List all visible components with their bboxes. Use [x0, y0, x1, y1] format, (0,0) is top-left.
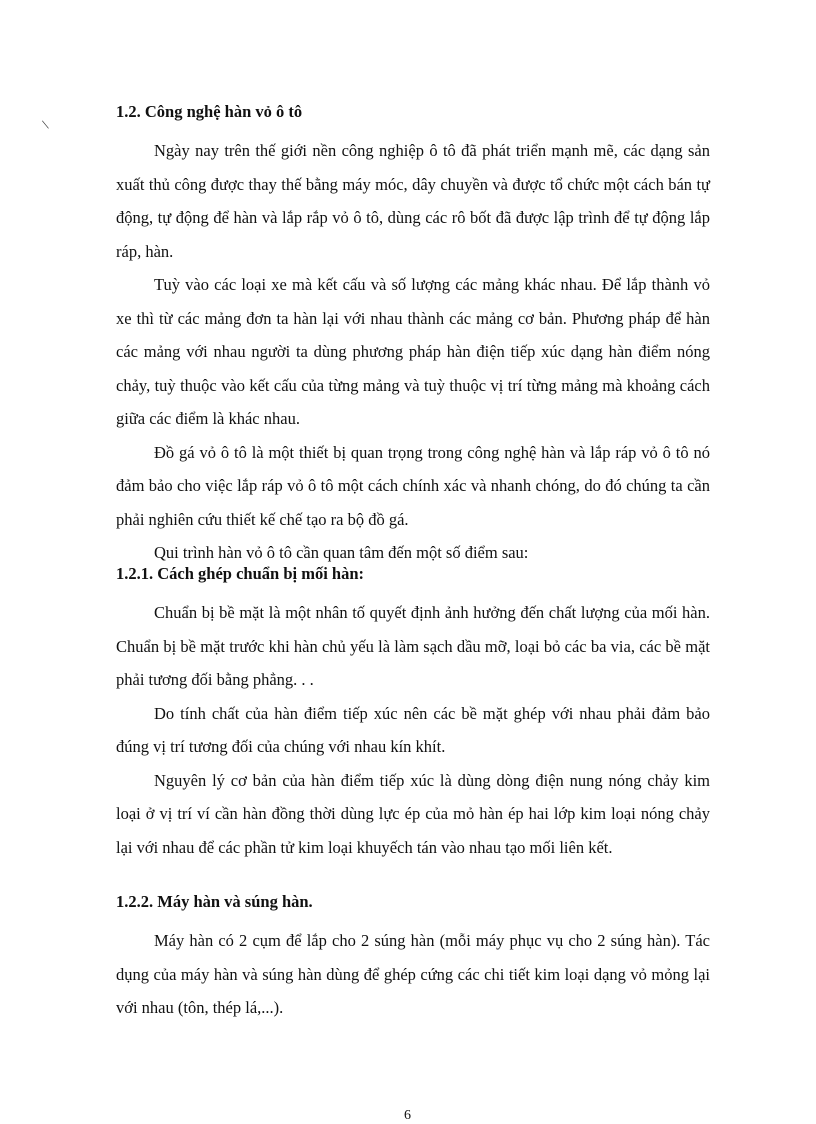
stray-mark: \: [41, 117, 51, 134]
section-heading: 1.2.1. Cách ghép chuẩn bị mối hàn:: [116, 564, 365, 583]
paragraph: Đồ gá vỏ ô tô là một thiết bị quan trọng trong công nghệ hàn và lắp ráp vỏ ô tô nó đảm bảo cho việc lắp ráp vỏ ô tô một cách chính xác và nhanh chóng, do đó chúng ta cần phải nghiên cứu thiết kế chế tạo ra bộ đồ gá.: [116, 442, 710, 529]
page-number: 6: [404, 1108, 411, 1123]
paragraph: Tuỳ vào các loại xe mà kết cấu và số lượng các mảng khác nhau. Để lắp thành vỏ xe thì từ các mảng đơn ta hàn lại với nhau thành các mảng cơ bản. Phương pháp để hàn các mảng với nhau người ta dùng phương pháp hàn điện tiếp xúc dạng hàn điểm nóng chảy, tuỳ thuộc vào kết cấu của từng mảng và tuỳ thuộc vị trí từng mảng mà khoảng cách giữa các điểm là khác nhau.: [116, 275, 710, 428]
section-1-2-1: [116, 564, 710, 864]
paragraph: Máy hàn có 2 cụm để lắp cho 2 súng hàn (mỗi máy phục vụ cho 2 súng hàn). Tác dụng của máy hàn và súng hàn dùng để ghép cứng các chi tiết kim loại dạng vỏ mỏng lại với nhau (tôn, thép lá,...).: [116, 931, 710, 1017]
paragraph: Chuẩn bị bề mặt là một nhân tố quyết định ảnh hưởng đến chất lượng của mối hàn. Chuẩn bị bề mặt trước khi hàn chủ yếu là làm sạch dầu mỡ, loại bỏ các ba via, các bề mặt phải tương đối bằng phẳng. . .: [116, 603, 710, 689]
paragraph: Do tính chất của hàn điểm tiếp xúc nên các bề mặt ghép với nhau phải đảm bảo đúng vị trí tương đối của chúng với nhau kín khít.: [116, 703, 710, 756]
paragraph: Qui trình hàn vỏ ô tô cần quan tâm đến một số điểm sau:: [154, 543, 529, 562]
paragraph: Nguyên lý cơ bản của hàn điểm tiếp xúc là dùng dòng điện nung nóng chảy kim loại ở vị trí ví cần hàn đồng thời dùng lực ép của mỏ hàn ép hai lớp kim loại nóng chảy lại với nhau để các phần tử kim loại khuyếch tán vào nhau tạo mối liên kết.: [116, 770, 710, 857]
section-1-2: [116, 102, 710, 570]
paragraph: Ngày nay trên thế giới nền công nghiệp ô tô đã phát triển mạnh mẽ, các dạng sản xuất thủ công được thay thế bằng máy móc, dây chuyền và được tổ chức một cách bán tự động, tự động để hàn và lắp rắp vỏ ô tô, dùng các rô bốt đã được lập trình để tự động lắp ráp, hàn.: [116, 141, 710, 261]
section-heading: 1.2. Công nghệ hàn vỏ ô tô: [116, 102, 303, 121]
section-heading: 1.2.2. Máy hàn và súng hàn.: [116, 892, 313, 911]
section-1-2-2: [116, 892, 710, 1025]
